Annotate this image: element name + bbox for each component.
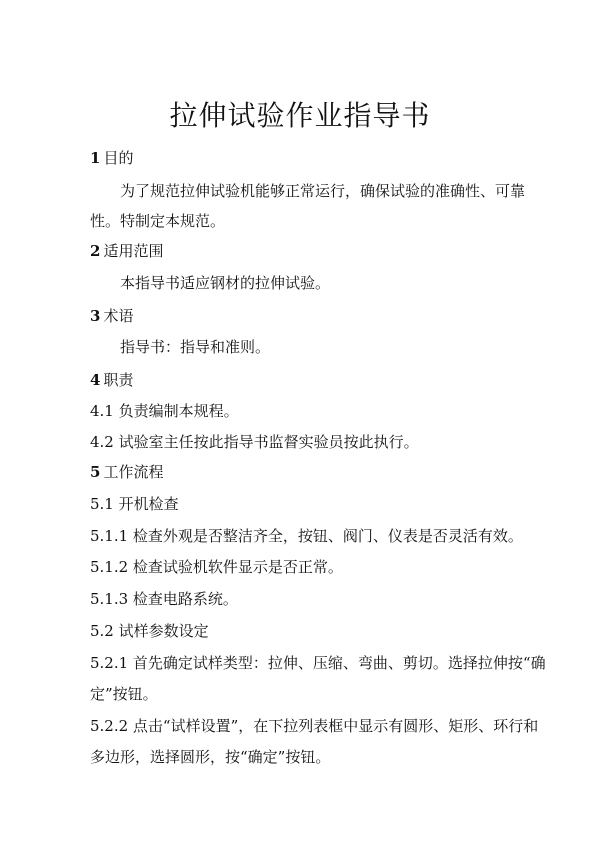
section-title: 术语 <box>103 307 134 325</box>
list-item: 5.1.2 检查试验机软件显示是否正常。 <box>90 558 343 576</box>
section-5-heading <box>90 461 163 482</box>
list-item: 4.2 试验室主任按此指导书监督实验员按此执行。 <box>90 433 419 451</box>
paragraph-line: 性。特制定本规范。 <box>90 212 226 230</box>
section-1-heading <box>90 147 133 168</box>
list-item: 多边形，选择圆形，按“确定”按钮。 <box>90 748 331 766</box>
section-title: 目的 <box>103 149 134 167</box>
section-number: 4 <box>90 371 101 389</box>
list-item: 定”按钮。 <box>90 685 158 703</box>
list-item: 5.2 试样参数设定 <box>90 622 209 640</box>
section-number: 2 <box>90 242 101 260</box>
document-title: 拉伸试验作业指导书 <box>169 99 431 132</box>
section-title: 适用范围 <box>103 242 164 260</box>
list-item: 5.1.1 检查外观是否整洁齐全，按钮、阀门、仪表是否灵活有效。 <box>90 527 523 545</box>
list-item: 5.2.2 点击“试样设置”，在下拉列表框中显示有圆形、矩形、环行和 <box>90 717 539 735</box>
section-number: 3 <box>90 307 101 325</box>
paragraph-line: 指导书：指导和准则。 <box>120 338 271 356</box>
section-title: 工作流程 <box>103 463 164 481</box>
section-2-heading <box>90 240 163 261</box>
list-item: 4.1 负责编制本规程。 <box>90 402 239 420</box>
list-item: 5.2.1 首先确定试样类型：拉伸、压缩、弯曲、剪切。选择拉伸按“确 <box>90 654 546 672</box>
section-4-heading <box>90 369 133 390</box>
list-item: 5.1 开机检查 <box>90 495 179 513</box>
section-number: 5 <box>90 463 101 481</box>
section-title: 职责 <box>103 371 134 389</box>
section-number: 1 <box>90 149 101 167</box>
paragraph-line: 本指导书适应钢材的拉伸试验。 <box>120 274 331 292</box>
section-3-heading <box>90 305 133 326</box>
list-item: 5.1.3 检查电路系统。 <box>90 590 238 608</box>
paragraph-line: 为了规范拉伸试验机能够正常运行，确保试验的准确性、可靠 <box>120 182 526 200</box>
